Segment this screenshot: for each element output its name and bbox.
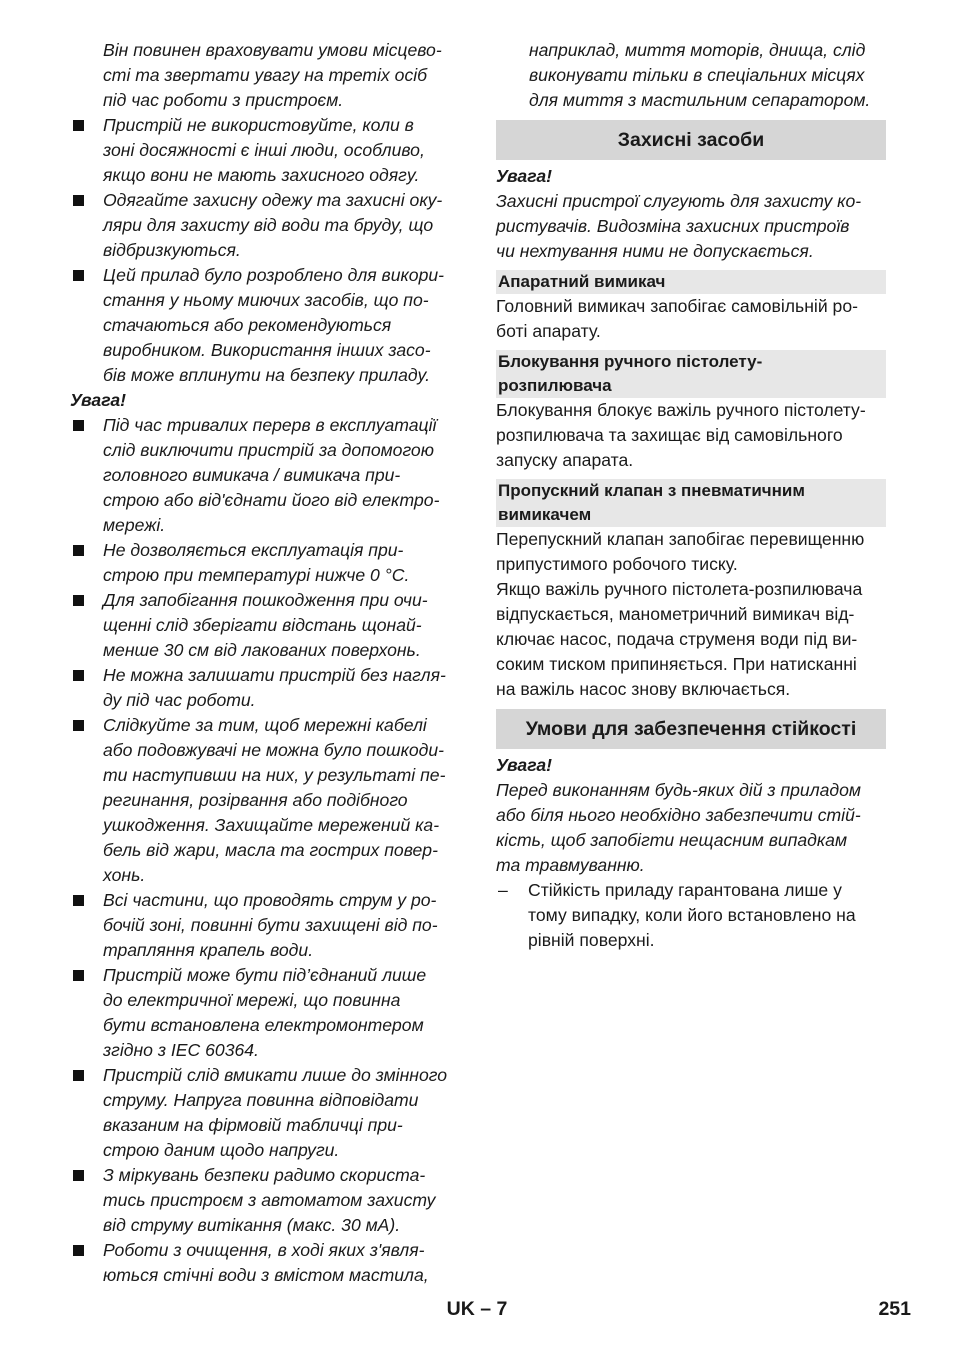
text-line: або біля нього необхідно забезпечити стій- — [496, 805, 861, 825]
text-line: Блокування блокує важіль ручного пістолету- — [496, 400, 866, 420]
list-item — [70, 413, 462, 538]
text-line: Головний вимикач запобігає самовільній ро- — [496, 296, 858, 316]
text-line: на важіль насос знову включається. — [496, 679, 791, 699]
text-line: Стійкість приладу гарантована лише у — [528, 880, 842, 900]
text-line: до електричної мережі, що повинна — [103, 990, 401, 1010]
list-item — [70, 1063, 462, 1163]
text-line: тись пристроєм з автоматом захисту — [103, 1190, 436, 1210]
text-line: для миття з мастильним сепаратором. — [529, 90, 871, 110]
text-line: Під час тривалих перерв в експлуатації — [103, 415, 437, 435]
text-line: З міркувань безпеки радимо скориста- — [103, 1165, 426, 1185]
text-line: хонь. — [103, 865, 146, 885]
warning-label: Увага! — [70, 390, 127, 410]
subsection-heading-main-switch — [496, 270, 886, 294]
text-line: сті та звертати увагу на третіх осіб — [103, 65, 428, 85]
list-item — [70, 263, 462, 388]
text-line: рівній поверхні. — [528, 930, 655, 950]
warning-label: Увага! — [496, 755, 553, 775]
text-line: або подовжувачі не можна було пошкоди- — [103, 740, 445, 760]
list-item — [70, 1163, 462, 1238]
text-line: Слідкуйте за тим, щоб мережні кабелі — [103, 715, 427, 735]
text-line: соким тиском припиняється. При натисканні — [496, 654, 857, 674]
text-line: та травмуванню. — [496, 855, 645, 875]
subsection-body — [496, 294, 886, 344]
square-bullet-icon — [73, 420, 84, 431]
text-line: бочій зоні, повинні бути захищені від по- — [103, 915, 438, 935]
list-item — [70, 888, 462, 963]
list-item — [70, 1238, 462, 1288]
list-item — [70, 963, 462, 1063]
warning-label: Увага! — [496, 166, 553, 186]
text-line: чи нехтування ними не допускається. — [496, 241, 814, 261]
right-column — [496, 38, 886, 953]
square-bullet-icon — [73, 120, 84, 131]
text-line: під час роботи з пристроєм. — [103, 90, 344, 110]
text-line: строю даним щодо напруги. — [103, 1140, 340, 1160]
dash-bullet-icon: – — [498, 880, 508, 900]
subsection-body — [496, 398, 886, 473]
text-line: Всі частини, що проводять струм у ро- — [103, 890, 437, 910]
square-bullet-icon — [73, 670, 84, 681]
square-bullet-icon — [73, 595, 84, 606]
subsection-heading-overflow-valve — [496, 479, 886, 527]
text-line: ристувачів. Видозміна захисних пристроїв — [496, 216, 850, 236]
left-column — [70, 38, 462, 1288]
text-line: розпилювача — [498, 376, 612, 395]
text-line: виконувати тільки в спеціальних місцях — [529, 65, 865, 85]
text-line: бель від жари, масла та гострих повер- — [103, 840, 438, 860]
text-line: менше 30 см від лакованих поверхонь. — [103, 640, 421, 660]
text-line: Пристрій не використовуйте, коли в — [103, 115, 414, 135]
text-line: Пристрій може бути під’єднаний лише — [103, 965, 427, 985]
text-line: Пристрій слід вмикати лише до змінного — [103, 1065, 447, 1085]
text-line: Цей прилад було розроблено для викори- — [103, 265, 445, 285]
list-item — [70, 713, 462, 888]
subsection-heading-gun-lock — [496, 350, 886, 398]
text-line: Перед виконанням будь-яких дій з приладом — [496, 780, 861, 800]
dash-list — [496, 878, 886, 953]
text-line: ключає насос, подача струменя води під ви- — [496, 629, 858, 649]
text-line: відбризкуються. — [103, 240, 241, 260]
warning-paragraph — [496, 778, 886, 878]
text-line: Блокування ручного пістолету- — [498, 352, 763, 371]
text-line: ду під час роботи. — [103, 690, 256, 710]
section-heading-stability: Умови для забезпечення стійкості — [496, 709, 886, 749]
text-line: Для запобігання пошкодження при очи- — [103, 590, 428, 610]
square-bullet-icon — [73, 720, 84, 731]
list-item — [70, 188, 462, 263]
list-item — [70, 588, 462, 663]
text-line: якщо вони не мають захисного одягу. — [103, 165, 420, 185]
square-bullet-icon — [73, 1245, 84, 1256]
text-line: Якщо важіль ручного пістолета-розпилювача — [496, 579, 863, 599]
text-line: Не дозволяється експлуатація при- — [103, 540, 404, 560]
footer-section-label: UK – 7 — [446, 1298, 508, 1320]
square-bullet-icon — [73, 270, 84, 281]
list-item — [70, 538, 462, 588]
text-line: щенні слід зберігати відстань щонай- — [103, 615, 422, 635]
safety-bullet-list-2 — [70, 413, 462, 1288]
text-line: Перепускний клапан запобігає перевищенню — [496, 529, 865, 549]
text-line: стачаються або рекомендуються — [103, 315, 392, 335]
square-bullet-icon — [73, 1070, 84, 1081]
text-line: розпилювача та захищає від самовільного — [496, 425, 843, 445]
text-line: ти наступивши на них, у результаті пе- — [103, 765, 446, 785]
text-line: Роботи з очищення, в ході яких з'явля- — [103, 1240, 425, 1260]
text-line: головного вимикача / вимикача при- — [103, 465, 401, 485]
text-line: трапляння крапель води. — [103, 940, 314, 960]
square-bullet-icon — [73, 1170, 84, 1181]
text-line: Захисні пристрої слугують для захисту ко- — [496, 191, 862, 211]
text-line: тому випадку, коли його встановлено на — [528, 905, 856, 925]
square-bullet-icon — [73, 195, 84, 206]
text-line: Одягайте захисну одежу та захисні оку- — [103, 190, 443, 210]
text-line: строю при температурі нижче 0 °C. — [103, 565, 410, 585]
text-line: припустимого робочого тиску. — [496, 554, 738, 574]
intro-paragraph — [70, 38, 462, 113]
list-item — [70, 663, 462, 713]
text-line: згідно з IEC 60364. — [103, 1040, 259, 1060]
text-line: вказаним на фірмовій табличці при- — [103, 1115, 403, 1135]
text-line: ушкодження. Захищайте мережений ка- — [103, 815, 440, 835]
list-item — [70, 113, 462, 188]
page-number: 251 — [878, 1298, 911, 1320]
text-line: строю або від'єднати його від електро- — [103, 490, 440, 510]
text-line: Не можна залишати пристрій без нагля- — [103, 665, 446, 685]
text-line: від струму витікання (макс. 30 мА). — [103, 1215, 401, 1235]
text-line: Апаратний вимикач — [498, 272, 666, 291]
text-line: слід виключити пристрій за допомогою — [103, 440, 434, 460]
text-line: ються стічні води з вмістом мастила, — [103, 1265, 429, 1285]
text-line: кість, щоб запобігти нещасним випадкам — [496, 830, 848, 850]
text-line: запуску апарата. — [496, 450, 634, 470]
text-line: виробником. Використання інших засо- — [103, 340, 431, 360]
square-bullet-icon — [73, 895, 84, 906]
subsection-body — [496, 527, 886, 702]
text-line: регинання, розірвання або подібного — [103, 790, 408, 810]
text-line: наприклад, миття моторів, днища, слід — [529, 40, 866, 60]
text-line: боті апарату. — [496, 321, 601, 341]
text-line: струму. Напруга повинна відповідати — [103, 1090, 419, 1110]
continued-paragraph — [496, 38, 886, 113]
text-line: мережі. — [103, 515, 166, 535]
text-line: зоні досяжності є інші люди, особливо, — [103, 140, 425, 160]
text-line: стання у ньому миючих засобів, що по- — [103, 290, 429, 310]
text-line: Пропускний клапан з пневматичним — [498, 481, 805, 500]
text-line: ляри для захисту від води та бруду, що — [103, 215, 434, 235]
text-line: Він повинен враховувати умови місцево- — [103, 40, 442, 60]
warning-paragraph — [496, 189, 886, 264]
text-line: відпускається, манометричний вимикач від- — [496, 604, 855, 624]
list-item — [496, 878, 886, 953]
text-line: вимикачем — [498, 505, 592, 524]
safety-bullet-list-1 — [70, 113, 462, 388]
text-line: бів може вплинути на безпеку приладу. — [103, 365, 430, 385]
square-bullet-icon — [73, 970, 84, 981]
section-heading-protective-devices: Захисні засоби — [496, 120, 886, 160]
text-line: бути встановлена електромонтером — [103, 1015, 424, 1035]
square-bullet-icon — [73, 545, 84, 556]
